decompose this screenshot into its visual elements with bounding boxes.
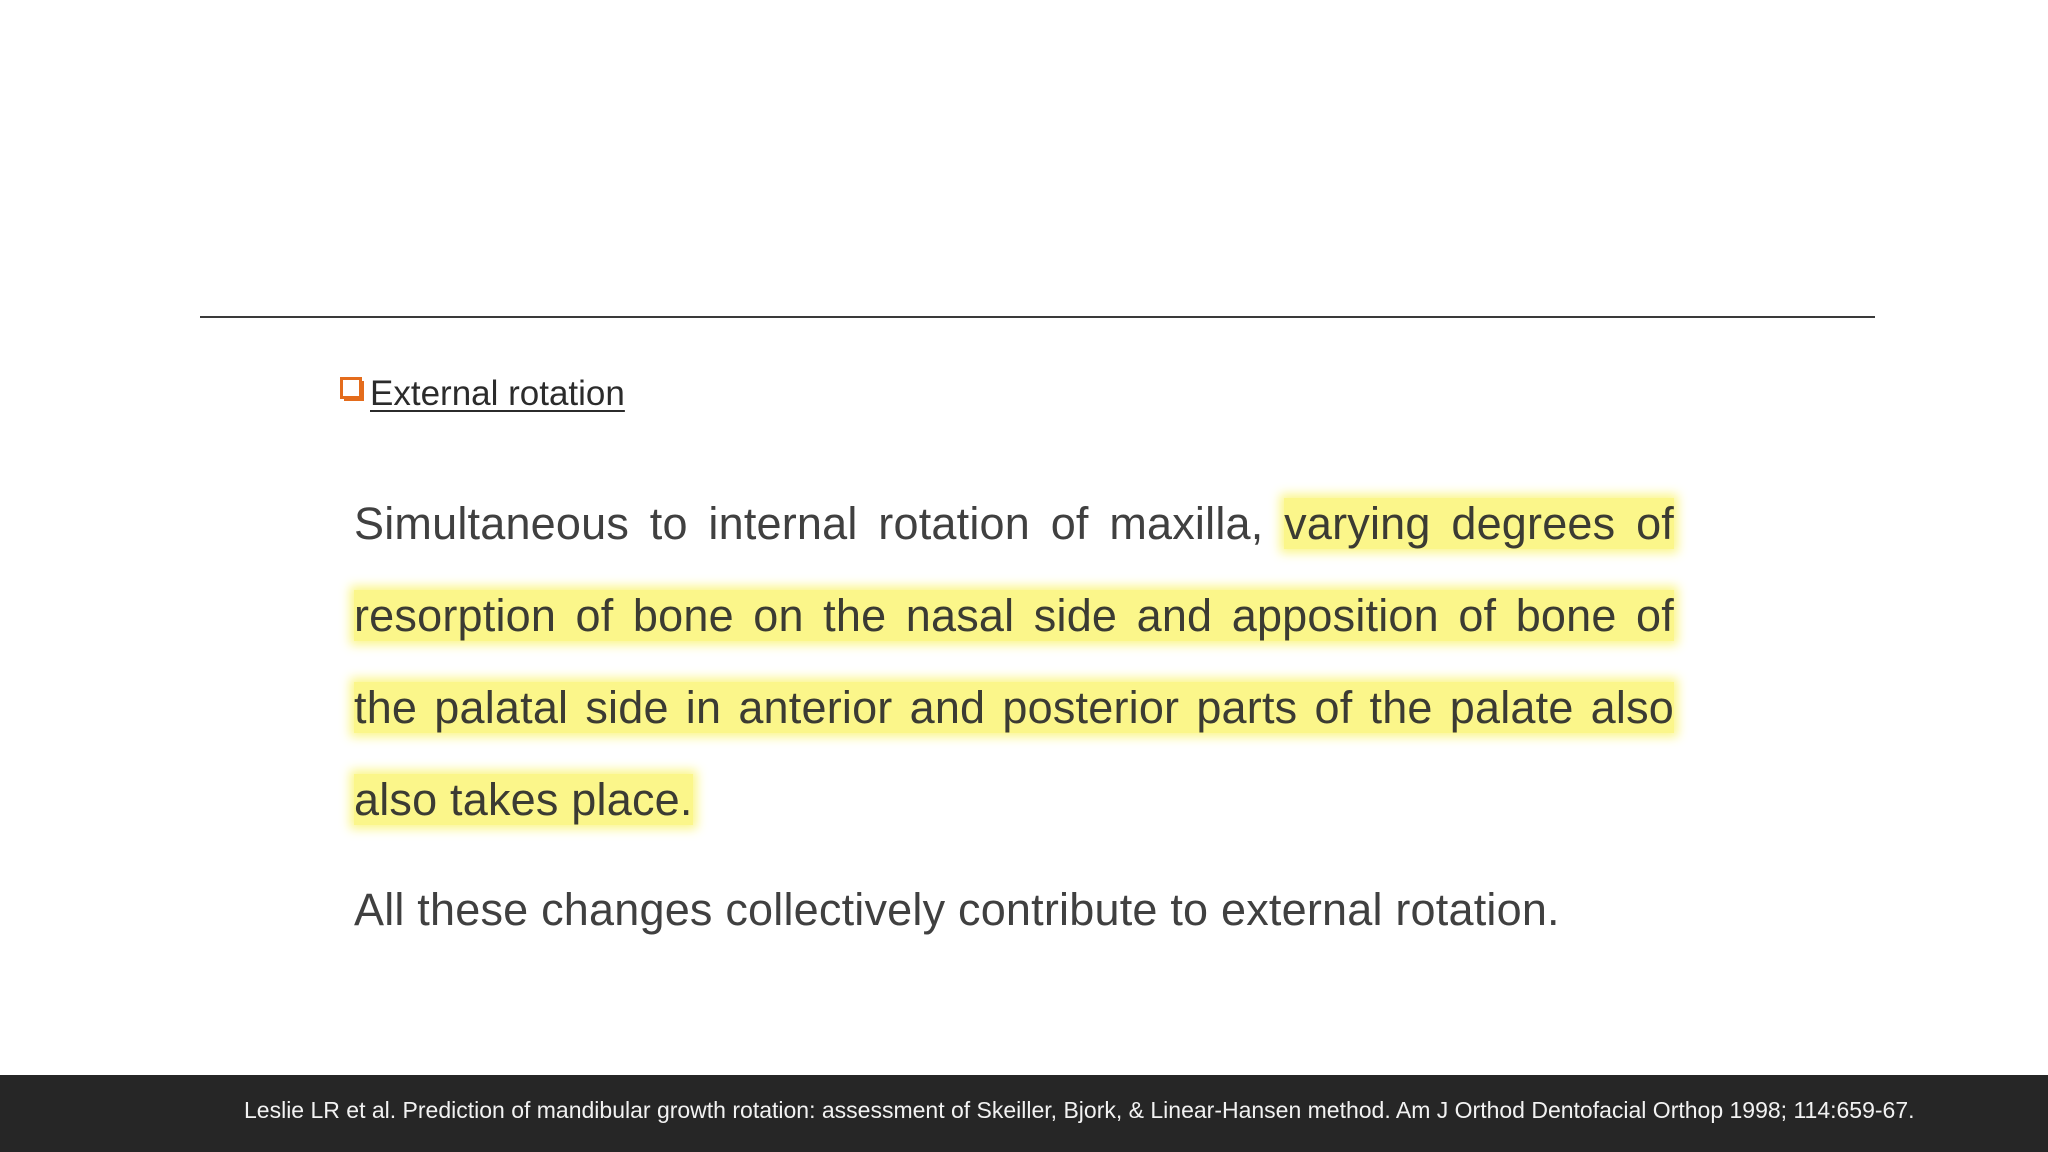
bullet-heading (340, 374, 625, 414)
footer-citation: Leslie LR et al. Prediction of mandibular growth rotation: assessment of Skeiller, Bjork, & Linear-Hansen method. Am J Orthod Dentofacial Orthop 1998; 114:659-67. (244, 1097, 1915, 1123)
body-paragraph-2: All these changes collectively contribute to external rotation. (354, 884, 1560, 935)
footer-bar (0, 1075, 2048, 1152)
checkbox-bullet-icon (340, 377, 364, 401)
title-divider (200, 316, 1875, 318)
heading-text: External rotation (370, 374, 625, 413)
body-paragraph-1 (354, 478, 1674, 846)
paragraph-1-plain-text: Simultaneous to internal rotation of maxilla, (354, 498, 1285, 549)
highlighted-text: varying degrees of resorption of bone on the nasal side and apposition of bone of the palatal side in anterior and posterior parts of the palate also also takes place. (354, 498, 1674, 825)
